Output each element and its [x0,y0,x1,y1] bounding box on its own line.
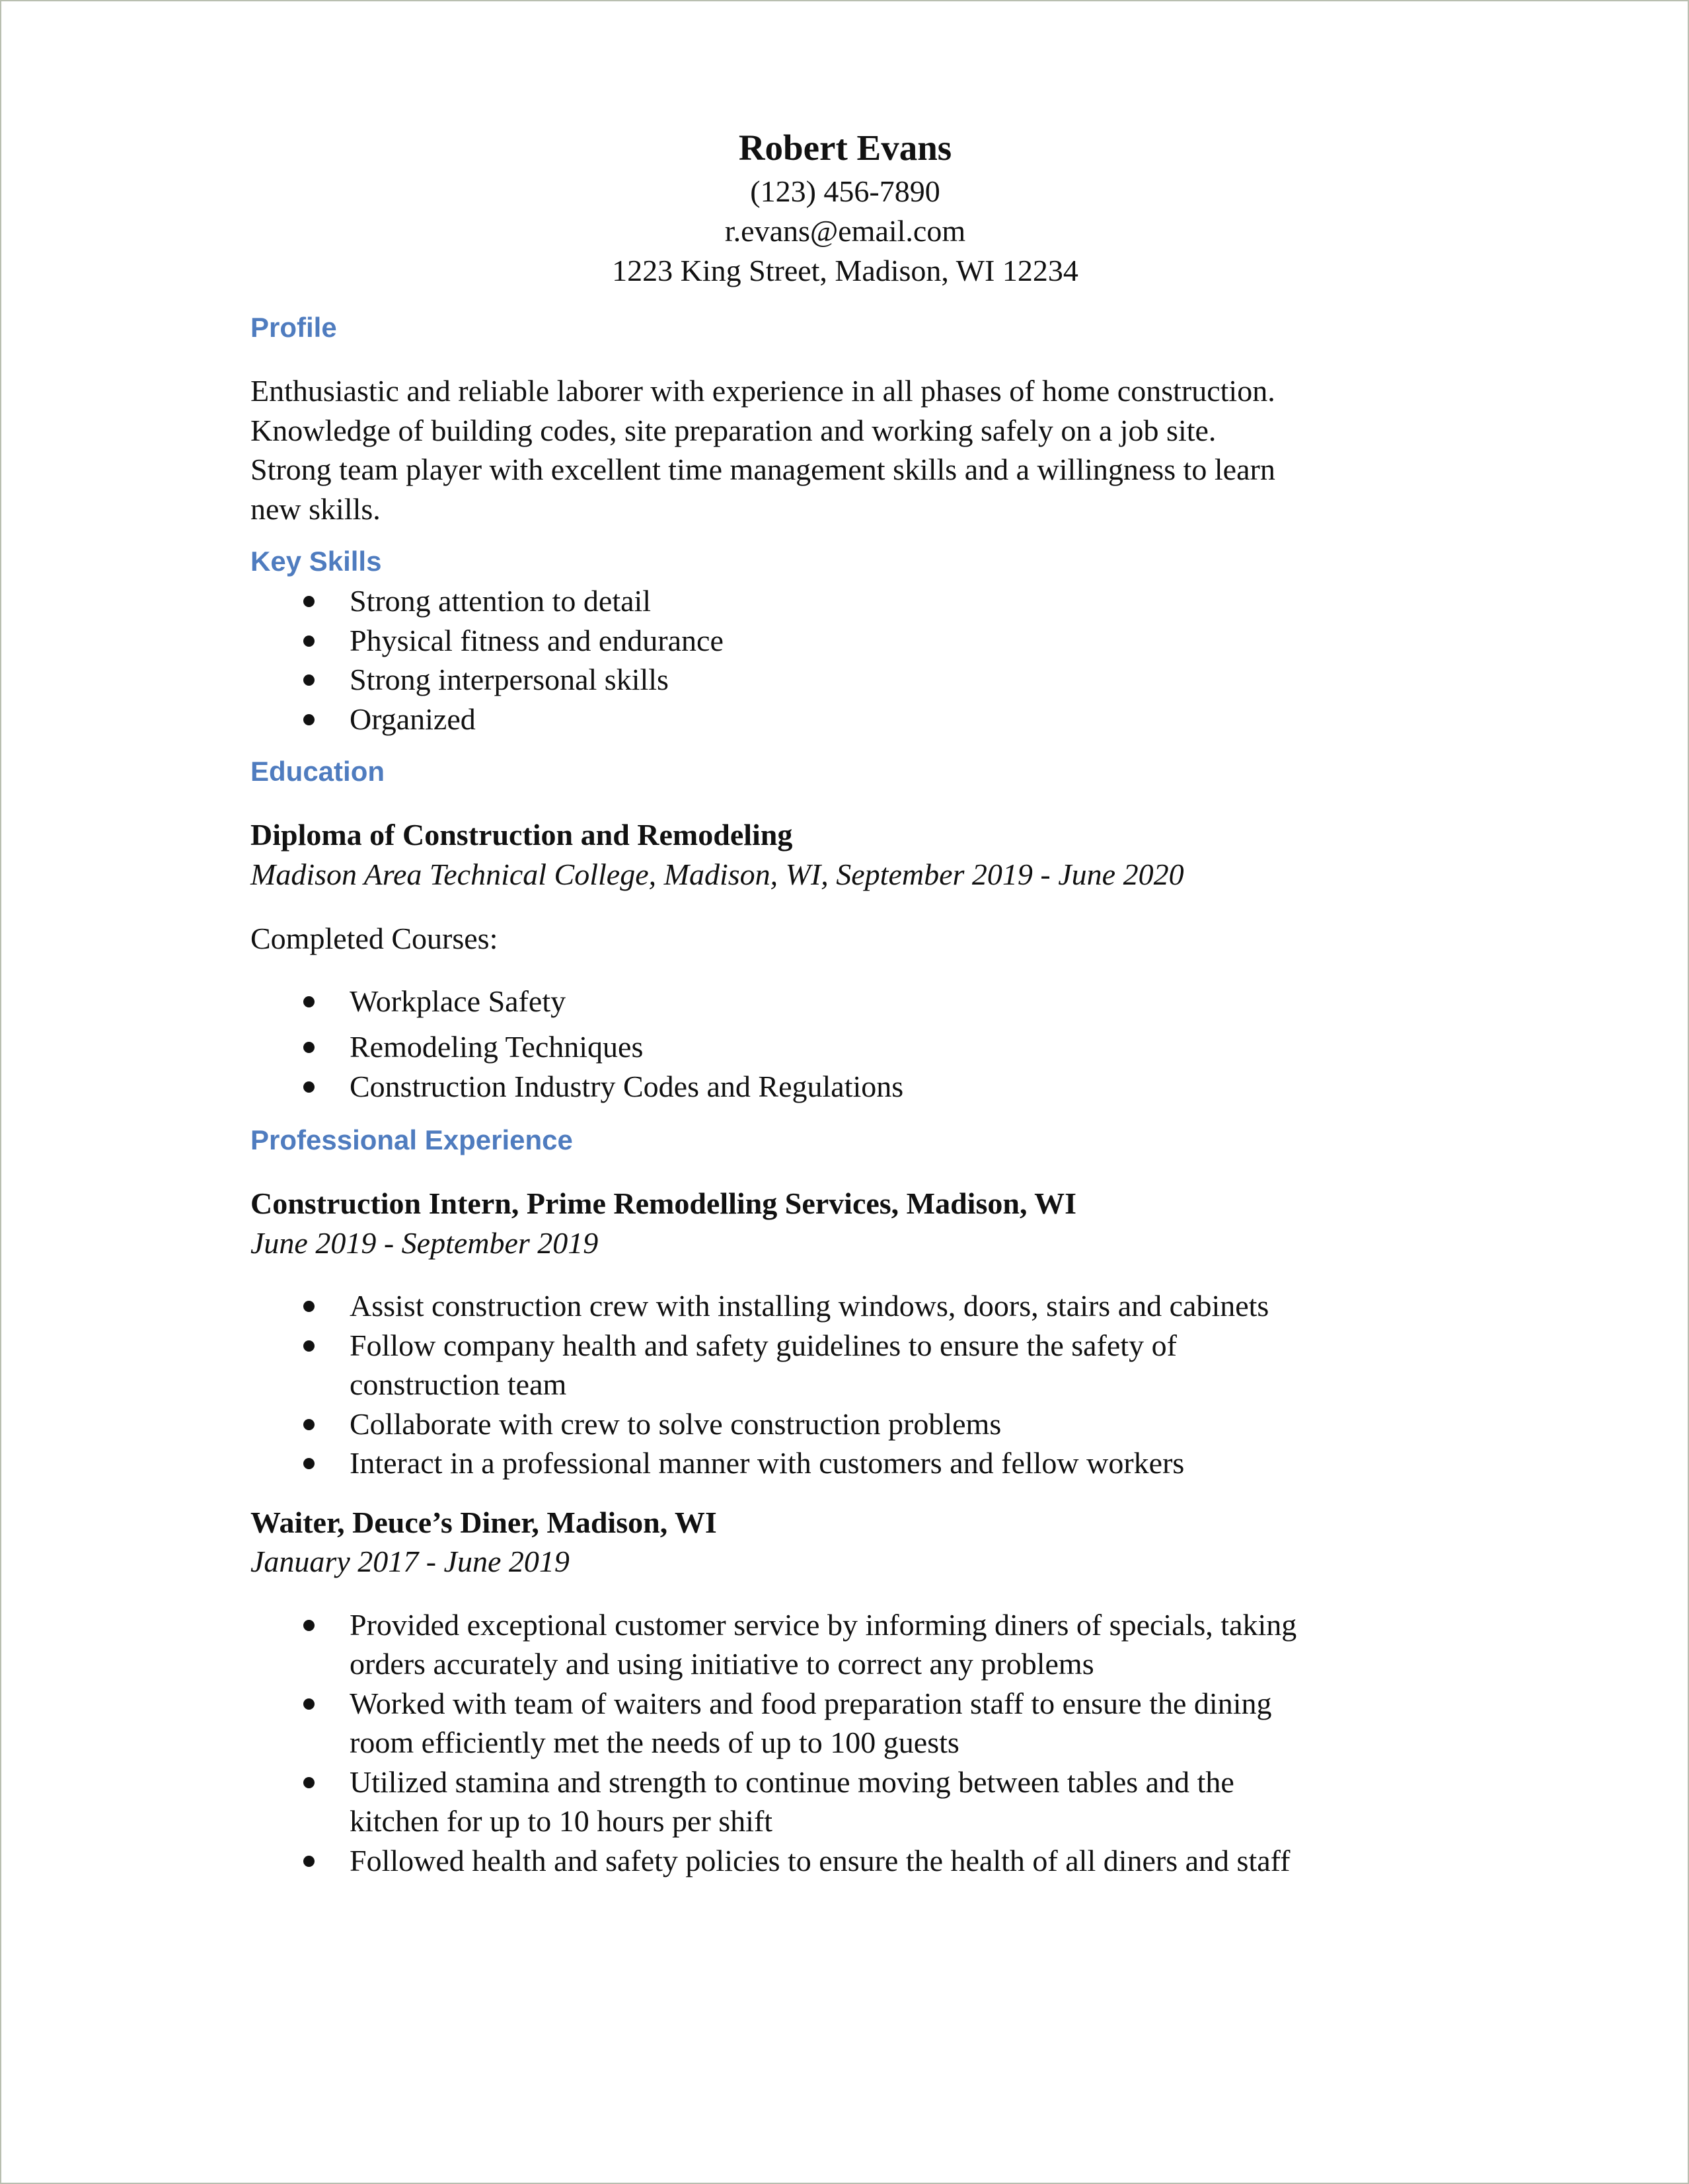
course-text: Construction Industry Codes and Regulations [350,1069,904,1103]
job-entry [250,1184,1460,1483]
profile-line: new skills. [250,491,381,526]
bullet-icon [303,636,315,647]
email-address: r.evans@email.com [724,214,966,248]
bullet-text: Provided exceptional customer service by informing diners of specials, taking [350,1607,1297,1642]
bullet-icon [303,1856,315,1867]
bullet-text: construction team [350,1367,567,1401]
courses-list [250,982,1460,1107]
bullet-text: Assist construction crew with installing windows, doors, stairs and cabinets [350,1289,1269,1323]
list-item [250,1443,1460,1483]
skill-text: Strong interpersonal skills [350,663,669,696]
profile-line: Knowledge of building codes, site preparation and working safely on a job site. [250,413,1217,447]
bullet-text: Follow company health and safety guidelines to ensure the safety of [350,1328,1177,1362]
job-title: Waiter, Deuce’s Diner, Madison, WI [250,1505,717,1539]
list-item [250,1684,1460,1763]
list-item [250,1326,1460,1404]
course-text: Remodeling Techniques [350,1030,644,1064]
list-item [250,1286,1460,1326]
resume-content [250,124,1460,1880]
key-skills-heading: Key Skills [250,546,382,577]
list-item [250,660,1460,700]
job-bullets [250,1286,1460,1483]
bullet-text: Worked with team of waiters and food preparation staff to ensure the dining [350,1686,1272,1720]
profile-heading: Profile [250,312,337,343]
list-item [250,621,1460,661]
bullet-text: Followed health and safety policies to ensure the health of all diners and staff [350,1843,1291,1877]
profile-section [250,371,1460,528]
job-bullets [250,1605,1460,1881]
bullet-icon [303,1340,315,1352]
bullet-icon [303,1042,315,1053]
education-heading: Education [250,756,385,787]
list-item [250,1763,1460,1841]
skill-text: Strong attention to detail [350,584,652,618]
job-title: Construction Intern, Prime Remodelling Services, Madison, WI [250,1186,1077,1220]
school-info: Madison Area Technical College, Madison, WI, September 2019 - June 2020 [250,857,1184,891]
bullet-icon [303,1777,315,1788]
degree-title: Diploma of Construction and Remodeling [250,818,793,852]
job-entry [250,1503,1460,1881]
profile-line: Strong team player with excellent time management skills and a willingness to learn [250,453,1275,486]
bullet-icon [303,1301,315,1312]
street-address: 1223 King Street, Madison, WI 12234 [612,254,1078,287]
list-item [250,1605,1460,1684]
list-item [250,982,1460,1021]
bullet-icon [303,1620,315,1631]
bullet-icon [303,996,315,1007]
course-text: Workplace Safety [350,984,566,1018]
bullet-text: orders accurately and using initiative to correct any problems [350,1647,1094,1681]
experience-heading: Professional Experience [250,1124,573,1155]
bullet-text: Collaborate with crew to solve construction problems [350,1406,1002,1441]
list-item [250,1841,1460,1881]
bullet-icon [303,674,315,686]
bullet-icon [303,1081,315,1093]
list-item [250,700,1460,739]
skill-text: Organized [350,702,476,736]
skill-text: Physical fitness and endurance [350,623,724,657]
courses-label: Completed Courses: [250,922,498,955]
bullet-icon [303,1698,315,1710]
phone-number: (123) 456-7890 [750,174,940,208]
bullet-text: Interact in a professional manner with customers and fellow workers [350,1446,1185,1480]
profile-line: Enthusiastic and reliable laborer with experience in all phases of home construction. [250,374,1275,408]
list-item [250,1404,1460,1444]
job-dates: June 2019 - September 2019 [250,1225,599,1260]
list-item [250,1027,1460,1067]
bullet-icon [303,596,315,607]
list-item [250,1067,1460,1107]
candidate-name: Robert Evans [738,127,952,168]
key-skills-list [250,581,1460,739]
bullet-icon [303,714,315,725]
bullet-text: Utilized stamina and strength to continue moving between tables and the [350,1765,1234,1799]
job-dates: January 2017 - June 2019 [250,1545,570,1578]
bullet-text: kitchen for up to 10 hours per shift [350,1804,773,1838]
bullet-icon [303,1419,315,1430]
resume-header [250,124,1440,291]
bullet-icon [303,1458,315,1469]
list-item [250,581,1460,621]
bullet-text: room efficiently met the needs of up to 100 guests [350,1726,959,1759]
